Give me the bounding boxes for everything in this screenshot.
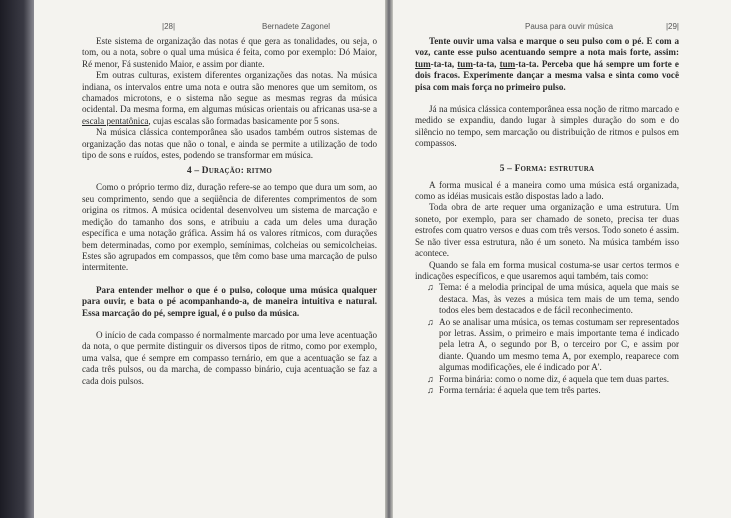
list-item: ♫ Tema: é a melodia principal de uma música, aquela que mais se destaca. Mas, às vezes a música tem mais de um tema, sendo todos eles bem destacados e de fácil reconhecimento. (427, 282, 679, 316)
paragraph: Já na música clássica contemporânea essa noção de ritmo marcado e medido se expandiu, dando lugar à simples duração do som e do silêncio no tempo, sem marcação ou distribuição de ritmos e pulsos em compassos. (415, 104, 679, 149)
right-header (415, 22, 679, 36)
page-number: |29| (665, 22, 679, 31)
running-head: Bernadete Zagonel (262, 22, 331, 31)
bold-paragraph: Tente ouvir uma valsa e marque o seu pulso com o pé. E com a voz, cante esse pulso acentuando sempre a nota mais forte, assim: tum-ta-ta, tum-ta-ta, tum-ta-ta. Perceba que há sempre um forte e dois fracos. Experimente dançar a mesma valsa e sinta como você pisa com mais força no primeiro pulso. (415, 36, 679, 92)
term-list (415, 282, 679, 396)
paragraph: Quando se fala em forma musical costuma-se usar certos termos e indicações específicos, e que usaremos aqui também, tais como: (415, 259, 679, 281)
section-heading: 4 – Duração: ritmo (186, 166, 273, 177)
left-page (34, 0, 385, 518)
section-heading: 5 – Forma: estrutura (499, 163, 595, 174)
list-item: ♫ Forma ternária: é aquela que tem três partes. (427, 384, 601, 395)
running-head: Pausa para ouvir música (525, 22, 614, 31)
paragraph: Toda obra de arte requer uma organização e uma estrutura. Um soneto, por exemplo, para ser chamado de soneto, precisa ter duas estrofes com quatro versos e duas com três versos. Todo soneto é assim. Se não tiver essa estrutura, não é um soneto. Na música também isso acontece. (415, 202, 679, 259)
paragraph: Na música clássica contemporânea são usados também outros sistemas de organização das notas que não o tonal, e ainda se permite a utilização de todo tipo de sons e ruídos, estes, podendo se transformar em música. (82, 127, 377, 161)
paragraph: O início de cada compasso é normalmente marcado por uma leve acentuação da nota, o que permite distinguir os diversos tipos de ritmo, como por exemplo, uma valsa, que é sempre em compasso ternário, em que a acentuação se faz a cada três pulsos, ou da marcha, de compasso binário, cuja acentuação se faz a cada dois pulsos. (82, 329, 377, 386)
list-item: ♫ Ao se analisar uma música, os temas costumam ser representados por letras. Assim, o primeiro e mais importante tema é indicado pela letra A, o segundo por B, o terceiro por C, e assim por diante. Quando um mesmo tema A, por exemplo, reaparece com algumas modificações, ele é indicado por A'. (427, 316, 679, 373)
page-number: |28| (162, 22, 176, 31)
list-item: ♫ Forma binária: como o nome diz, é aquela que tem duas partes. (427, 373, 670, 384)
music-note-icon: ♫ (427, 384, 434, 395)
paragraph: A forma musical é a maneira como uma música está organizada, como as idéias musicais estão dispostas lado a lado. (415, 179, 679, 202)
paragraph: Este sistema de organização das notas é que gera as tonalidades, ou seja, o tom, ou a nota, sobre o qual uma música é feita, como por exemplo: Dó Maior, Ré menor, Fá sustenido Maior, e assim por diante. (82, 36, 377, 69)
underlined-term: escala pentatônica (82, 115, 149, 126)
music-note-icon: ♫ (427, 373, 434, 384)
bold-paragraph: Para entender melhor o que é o pulso, coloque uma música qualquer para ouvir, e bata o pé acompanhando-a, de maneira intuitiva e natural. Essa marcação do pé, sempre igual, é o pulso da música. (82, 284, 377, 318)
music-note-icon: ♫ (427, 316, 434, 327)
right-page (393, 0, 731, 518)
paragraph: Em outras culturas, existem diferentes organizações das notas. Na música indiana, os intervalos entre uma nota e outra são menores que um semitom, os chamados microtons, e o sistema não segue as mesmas regras da música ocidental. Da mesma forma, em algumas músicas orientais ou africanas usa-se a escala pentatônica, cujas escalas são formadas basicamente por 5 sons. (82, 70, 377, 126)
paragraph: Como o próprio termo diz, duração refere-se ao tempo que dura um som, ao seu comprimento, sendo que a seqüência de diferentes comprimentos de som origina os ritmos. A música ocidental desenvolveu um sistema de marcação e medição do tamanho dos sons, e atribuiu a cada um deles uma duração específica e uma notação gráfica. Assim há os valores rítmicos, com durações bem determinadas, como por exemplo, semínimas, colcheias ou semicolcheias. Estes são agrupados em compassos, que têm como base uma marcação de pulso intermitente. (82, 182, 377, 273)
book-gutter (385, 0, 393, 518)
left-header (82, 22, 377, 36)
scan-edge (0, 0, 34, 518)
music-note-icon: ♫ (427, 282, 434, 293)
